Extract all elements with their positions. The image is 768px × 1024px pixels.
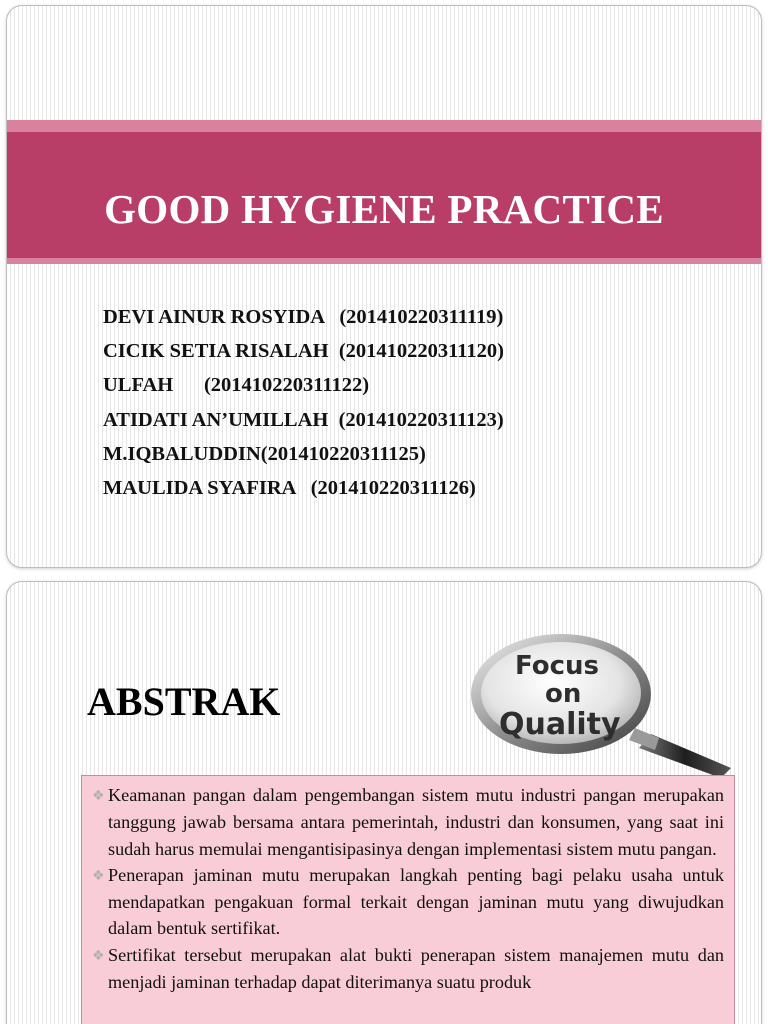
- abstract-bullet: [92, 862, 724, 942]
- abstract-bullet-text: Penerapan jaminan mutu merupakan langkah penting bagi pelaku usaha untuk mendapatkan pengakuan formal terkait dengan jaminan mutu yang diwujudkan dalam bentuk sertifikat.: [108, 864, 724, 939]
- abstract-slide: [6, 581, 762, 1024]
- abstract-bullet: [92, 942, 724, 996]
- abstract-title: ABSTRAK: [87, 679, 281, 724]
- title-band-bottom-accent: [7, 258, 761, 264]
- quality-word: Quality: [499, 707, 621, 742]
- on-word: on: [545, 679, 582, 709]
- abstract-text-box: [81, 775, 735, 1024]
- diamond-bullet-icon: ❖: [92, 867, 105, 884]
- slide-title: GOOD HYGIENE PRACTICE: [104, 186, 664, 232]
- magnifying-glass-icon: [469, 630, 733, 780]
- abstract-bullet: [92, 782, 724, 862]
- member-list: [103, 300, 504, 505]
- abstract-bullet-text: Sertifikat tersebut merupakan alat bukti penerapan sistem manajemen mutu dan menjadi jaminan terhadap dapat diterimanya suatu produk: [108, 944, 724, 993]
- focus-word: Focus: [515, 651, 599, 681]
- abstract-bullet-text: Keamanan pangan dalam pengembangan sistem mutu industri pangan merupakan tanggung jawab bersama antara pemerintah, industri dan konsumen, yang saat ini sudah harus memulai mengantisipasinya dengan implementasi sistem mutu pangan.: [108, 785, 724, 859]
- diamond-bullet-icon: ❖: [92, 788, 105, 804]
- member-item: MAULIDA SYAFIRA (201410220311126): [103, 477, 476, 500]
- member-item: ATIDATI AN’UMILLAH (201410220311123): [103, 408, 504, 431]
- member-item: CICIK SETIA RISALAH (201410220311120): [103, 340, 504, 363]
- member-item: ULFAH (201410220311122): [103, 374, 370, 397]
- title-band-top-accent: [7, 120, 761, 132]
- member-item: DEVI AINUR ROSYIDA (201410220311119): [103, 306, 504, 328]
- member-item: M.IQBALUDDIN(201410220311125): [103, 442, 426, 465]
- diamond-bullet-icon: ❖: [92, 947, 105, 964]
- title-slide: [6, 5, 762, 568]
